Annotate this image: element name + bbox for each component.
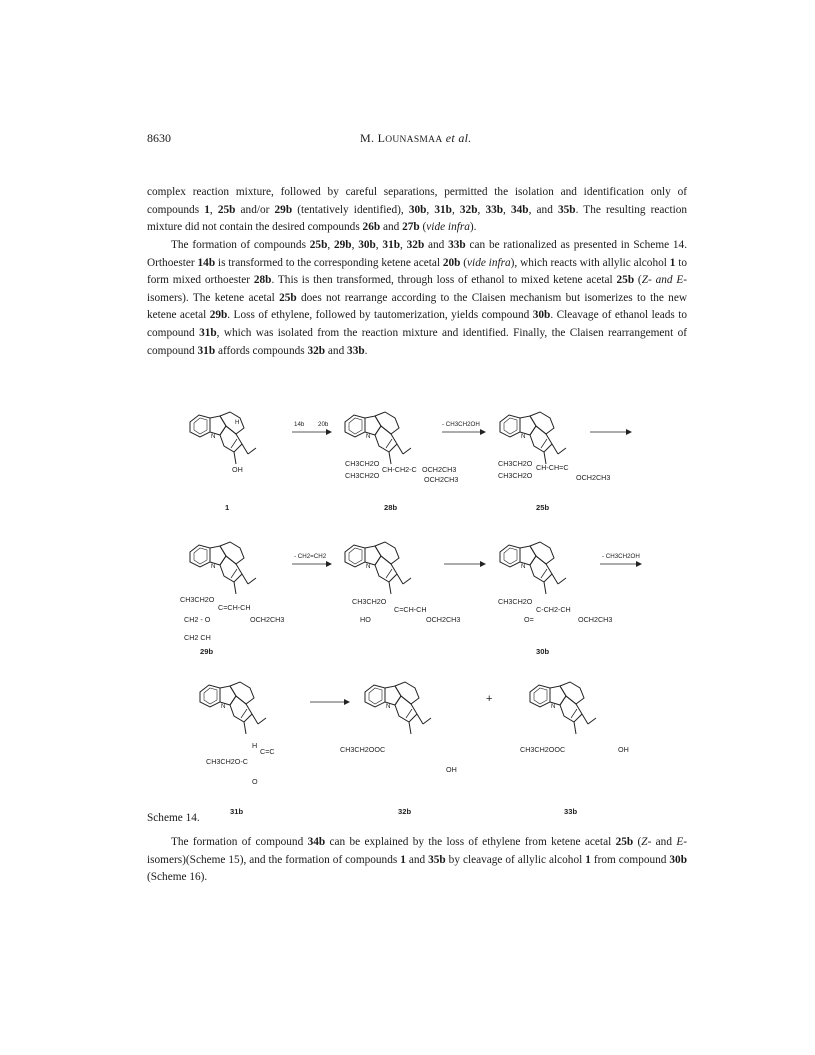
compound-29b-structure	[180, 542, 284, 656]
oet-29b: OCH2CH3	[250, 615, 285, 624]
paragraph-3: The formation of compound 34b can be explained by the loss of ethylene from ketene acetal 25b (Z- and E-isomers)(Scheme 15), and the formation of compounds 1 and 35b by cleavage of allylic alcohol 1 from compound 30b (Scheme 16).	[147, 836, 687, 884]
hydroxyl-33b: OH	[618, 745, 629, 754]
ester-32b: CH3CH2OOC	[340, 745, 386, 754]
arrow-1-product: 20b	[318, 421, 329, 428]
compound-label-25b: 25b	[536, 503, 550, 512]
ethoxy-b: CH3CH2O	[498, 471, 533, 480]
ch2-ch: CH2 CH	[184, 633, 211, 642]
core-n: N	[366, 433, 371, 440]
chain-28b: CH-CH2-C	[382, 465, 417, 474]
arrow-1	[292, 421, 332, 435]
compound-label-1: 1	[225, 503, 230, 512]
core-n: N	[521, 433, 526, 440]
compound-25b-structure	[498, 412, 632, 512]
compound-label-28b: 28b	[384, 503, 398, 512]
oet-30b: OCH2CH3	[578, 615, 613, 624]
compound-label-29b: 29b	[200, 647, 214, 656]
carbonyl-30b: O=	[524, 615, 534, 624]
compound-label-31b: 31b	[230, 807, 244, 816]
arrow-3-reagent: - CH2=CH2	[294, 553, 327, 560]
vinyl-h: H	[252, 741, 258, 750]
chain-29b: C=CH-CH	[218, 603, 251, 612]
chain-25b: CH-CH=C	[536, 463, 569, 472]
oet-28b-1: OCH2CH3	[422, 465, 457, 474]
paragraph-2: The formation of compounds 25b, 29b, 30b, 31b, 32b and 33b can be rationalized as presented in Scheme 14. Orthoester 14b is transformed to the corresponding ketene acetal 20b (vide infra), which reacts with allylic alcohol 1 to form mixed orthoester 28b. This is then transformed, through loss of ethanol to mixed ketene acetal 25b (Z- and E-isomers). The ketene acetal 25b does not rearrange according to the Claisen mechanism but isomerizes to the new ketene acetal 29b. Loss of ethylene, followed by tautomerization, yields compound 30b. Cleavage of ethanol leads to compound 31b, which was isolated from the reaction mixture and identified. Finally, the Claisen rearrangement of compound 31b affords compounds 32b and 33b.	[147, 239, 688, 357]
ethoxy-a: CH3CH2O	[180, 595, 215, 604]
arrow-2	[442, 421, 486, 435]
hydroxy-ho: HO	[360, 615, 371, 624]
reaction-scheme-14	[180, 392, 650, 822]
compound-30b-structure	[498, 542, 612, 656]
core-h: H	[235, 419, 240, 426]
ethoxy-a: CH3CH2O	[345, 459, 380, 468]
paragraph-1: complex reaction mixture, followed by careful separations, permitted the isolation and identification only of compounds 1, 25b and/or 29b (tentatively identified), 30b, 31b, 32b, 33b, 34b, and 35b. The resulting reaction mixture did not contain the desired compounds 26b and 27b (vide infra).	[147, 186, 688, 234]
compound-label-33b: 33b	[564, 807, 578, 816]
compound-label-32b: 32b	[398, 807, 412, 816]
compound-31b-structure	[200, 682, 275, 816]
core-n: N	[211, 433, 216, 440]
compound-32b-structure	[340, 682, 457, 816]
ethoxy-a: CH3CH2O	[498, 459, 533, 468]
arrow-2-reagent: - CH3CH2OH	[442, 421, 480, 428]
core-n: N	[211, 563, 216, 570]
hydroxyl-32b: OH	[446, 765, 457, 774]
oet-28b-2: OCH2CH3	[424, 475, 459, 484]
ethoxy-a: CH3CH2O	[498, 597, 533, 606]
alkene-31b: C=C	[260, 747, 275, 756]
ethoxy-a: CH3CH2O	[352, 597, 387, 606]
core-n: N	[386, 703, 391, 710]
compound-33b-structure	[520, 682, 629, 816]
ester-33b: CH3CH2OOC	[520, 745, 566, 754]
hydroxyl: OH	[232, 465, 243, 474]
compound-1-structure	[190, 412, 256, 512]
intermediate-enol-structure	[345, 542, 486, 624]
core-n: N	[366, 563, 371, 570]
chain-enol: C=CH-CH	[394, 605, 427, 614]
plus-sign: +	[486, 693, 493, 705]
ethoxy-b: CH3CH2O	[345, 471, 380, 480]
compound-label-30b: 30b	[536, 647, 550, 656]
oet-enol: OCH2CH3	[426, 615, 461, 624]
carbonyl-o-31b: O	[252, 777, 258, 786]
running-authors: M. LOUNASMAA et al.	[360, 131, 472, 145]
core-n: N	[551, 703, 556, 710]
scheme-drawing	[180, 392, 650, 822]
core-n: N	[221, 703, 226, 710]
arrow-4-reagent: - CH3CH2OH	[602, 553, 640, 560]
page-number: 8630	[147, 131, 171, 145]
oet-25b: OCH2CH3	[576, 473, 611, 482]
arrow-3	[292, 553, 332, 567]
ch2-o: CH2 - O	[184, 615, 211, 624]
arrow-4	[600, 553, 642, 567]
scheme-caption: Scheme 14.	[147, 812, 200, 824]
arrow-5	[310, 699, 350, 705]
chain-30b: C-CH2-CH	[536, 605, 571, 614]
arrow-1-reagent: 14b	[294, 421, 305, 428]
ester-31b: CH3CH2O-C	[206, 757, 248, 766]
core-n: N	[521, 563, 526, 570]
